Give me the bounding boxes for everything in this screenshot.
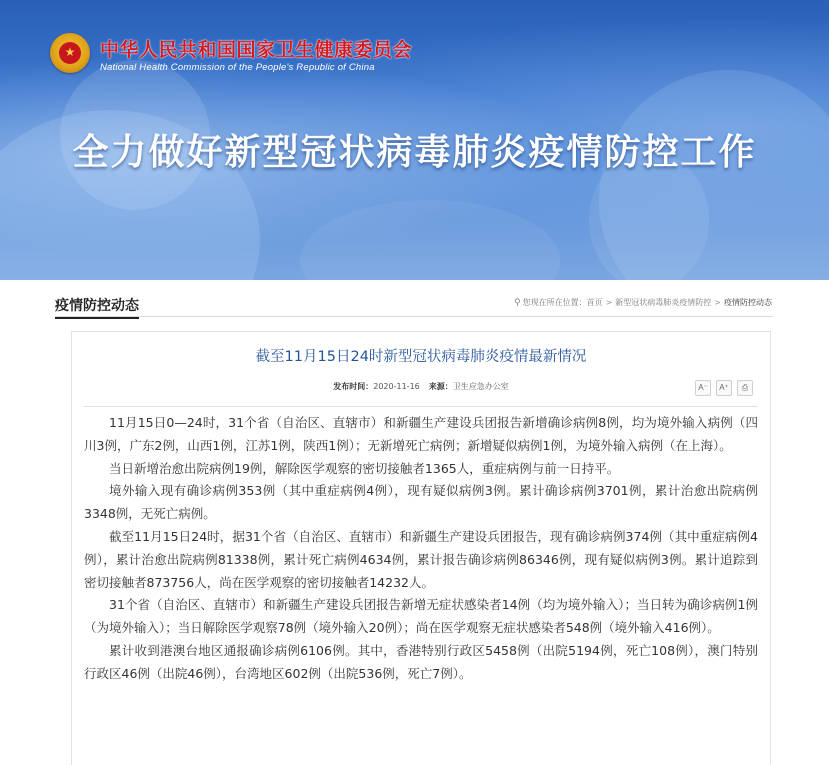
print-button[interactable]: ⎙ bbox=[737, 380, 753, 396]
article-paragraph: 境外输入现有确诊病例353例（其中重症病例4例），现有疑似病例3例。累计确诊病例3701例，累计治愈出院病例3348例，无死亡病例。 bbox=[84, 483, 758, 522]
publish-date: 2020-11-16 bbox=[373, 382, 420, 391]
breadcrumb-current-page[interactable]: 疫情防控动态 bbox=[724, 298, 772, 307]
breadcrumb bbox=[514, 297, 772, 308]
section-title-text: 疫情防控动态 bbox=[55, 298, 139, 314]
banner-slogan: 全力做好新型冠状病毒肺炎疫情防控工作 bbox=[72, 132, 757, 173]
org-name-english: National Health Commission of the People's Republic of China bbox=[100, 62, 375, 73]
font-increase-button[interactable]: A⁺ bbox=[716, 380, 732, 396]
breadcrumb-separator: > bbox=[714, 298, 721, 307]
article-paragraph: 当日新增治愈出院病例19例，解除医学观察的密切接触者1365人，重症病例与前一日持平。 bbox=[109, 460, 620, 476]
article-title: 截至11月15日24时新型冠状病毒肺炎疫情最新情况 bbox=[255, 349, 587, 365]
article-paragraph: 累计收到港澳台地区通报确诊病例6106例。其中，香港特别行政区5458例（出院5194例，死亡108例），澳门特别行政区46例（出院46例），台湾地区602例（出院536例，死亡7例）。 bbox=[84, 642, 758, 681]
header-banner bbox=[0, 0, 829, 280]
location-pin-icon: ⚲ bbox=[514, 298, 521, 308]
breadcrumb-link-covid-prevention[interactable]: 新型冠状病毒肺炎疫情防控 bbox=[615, 298, 712, 307]
article-body bbox=[84, 412, 758, 686]
article-paragraph: 截至11月15日24时，据31个省（自治区、直辖市）和新疆生产建设兵团报告，现有确诊病例374例（其中重症病例4例），累计治愈出院病例81338例，累计死亡病例4634例，累计报告确诊病例86346例，现有疑似病例3例。累计追踪到密切接触者873756人，尚在医学观察的密切接触者14232人。 bbox=[84, 528, 758, 590]
meta-divider bbox=[84, 406, 758, 407]
article-panel bbox=[71, 331, 771, 765]
font-decrease-button[interactable]: A⁻ bbox=[695, 380, 711, 396]
source-value: 卫生应急办公室 bbox=[452, 382, 509, 391]
publish-date-label: 发布时间： bbox=[333, 382, 374, 391]
national-emblem-icon[interactable] bbox=[50, 33, 90, 73]
breadcrumb-prefix: 您现在所在位置： bbox=[522, 298, 587, 307]
emblem-star-icon: ★ bbox=[64, 45, 76, 59]
article-paragraph: 31个省（自治区、直辖市）和新疆生产建设兵团报告新增无症状感染者14例（均为境外输入）；当日转为确诊病例1例（为境外输入）；当日解除医学观察78例（境外输入20例）；尚在医学观察无症状感染者548例（境外输入416例）。 bbox=[84, 597, 758, 636]
article-tools bbox=[695, 380, 753, 396]
banner-backdrop-shape bbox=[300, 200, 560, 280]
section-divider bbox=[55, 316, 773, 317]
breadcrumb-link-home[interactable]: 首页 bbox=[586, 298, 603, 307]
section-title-underline bbox=[55, 317, 139, 319]
org-name-chinese[interactable]: 中华人民共和国国家卫生健康委员会 bbox=[100, 39, 413, 61]
article-meta bbox=[72, 381, 770, 392]
source-label: 来源： bbox=[428, 382, 453, 391]
section-title bbox=[55, 295, 139, 315]
breadcrumb-separator: > bbox=[605, 298, 613, 307]
article-paragraph: 11月15日0—24时，31个省（自治区、直辖市）和新疆生产建设兵团报告新增确诊病例8例，均为境外输入病例（四川3例，广东2例，山西1例，江苏1例，陕西1例）；无新增死亡病例；新增疑似病例1例，为境外输入病例（在上海）。 bbox=[84, 415, 758, 453]
